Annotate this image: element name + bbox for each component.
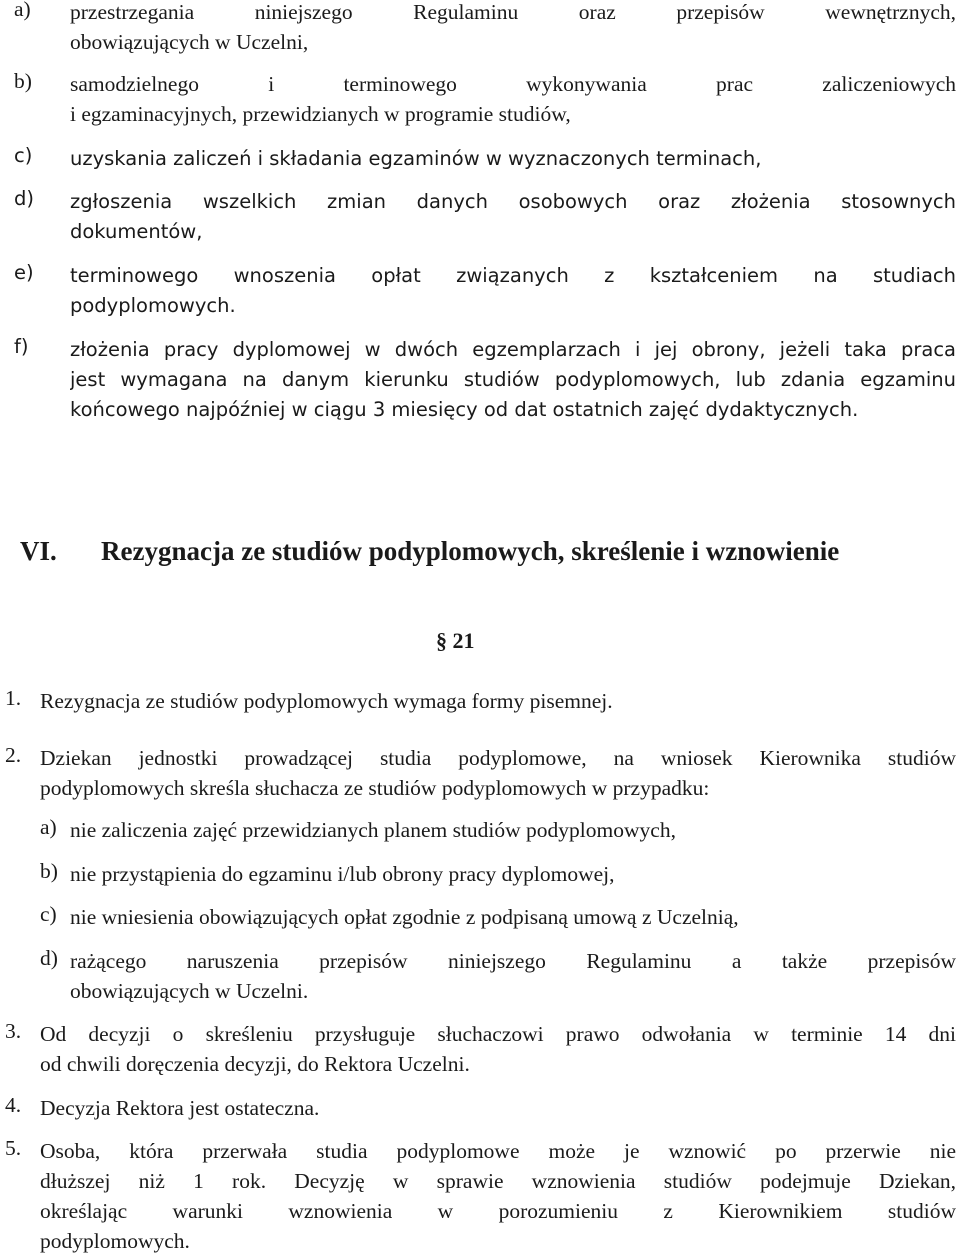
point-1 <box>5 686 956 716</box>
item-line: podyplomowych. <box>70 294 236 317</box>
item-line: rażącego naruszenia przepisów niniejszego Regulaminu a także przepisów <box>70 949 956 973</box>
item-line: określając warunki wznowienia w porozumieniu z Kierownikiem studiów <box>40 1199 956 1223</box>
item-line: dłuższej niż 1 rok. Decyzję w sprawie wznowienia studiów podejmuje Dziekan, <box>40 1169 956 1193</box>
item-line: od chwili doręczenia decyzji, do Rektora Uczelni. <box>40 1052 470 1076</box>
item-line: końcowego najpóźniej w ciągu 3 miesięcy od dat ostatnich zajęć dydaktycznych. <box>70 398 859 421</box>
item-line: uzyskania zaliczeń i składania egzaminów w wyznaczonych terminach, <box>70 147 762 170</box>
obligation-item-f <box>14 335 956 425</box>
item-line: obowiązujących w Uczelni. <box>70 979 309 1003</box>
item-label: a) <box>40 815 57 839</box>
item-label: 4. <box>5 1093 22 1117</box>
item-line: Od decyzji o skreśleniu przysługuje słuchaczowi prawo odwołania w terminie 14 dni <box>40 1022 956 1046</box>
item-label: 2. <box>5 743 22 767</box>
item-line: Decyzja Rektora jest ostateczna. <box>40 1096 320 1120</box>
point-2-sub-c <box>40 902 956 932</box>
point-2-sub-d <box>40 946 956 1006</box>
item-label: b) <box>14 69 32 93</box>
point-2-sub-b <box>40 859 956 889</box>
obligation-item-e <box>14 261 956 321</box>
item-label: 3. <box>5 1019 22 1043</box>
item-line: Osoba, która przerwała studia podyplomowe może je wznowić po przerwie nie <box>40 1139 956 1163</box>
item-label: d) <box>14 187 34 210</box>
item-label: c) <box>40 902 57 926</box>
point-5 <box>5 1136 956 1256</box>
item-line: zgłoszenia wszelkich zmian danych osobowych oraz złożenia stosownych <box>70 190 956 213</box>
item-line: nie zaliczenia zajęć przewidzianych planem studiów podyplomowych, <box>70 818 676 842</box>
point-2-sub-a <box>40 815 956 845</box>
item-label: e) <box>14 261 34 284</box>
point-4 <box>5 1093 956 1123</box>
item-line: Dziekan jednostki prowadzącej studia podyplomowe, na wniosek Kierownika studiów <box>40 746 956 770</box>
item-label: b) <box>40 859 58 883</box>
item-label: 5. <box>5 1136 22 1160</box>
item-line: i egzaminacyjnych, przewidzianych w programie studiów, <box>70 102 571 126</box>
item-line: jest wymagana na danym kierunku studiów podyplomowych, lub zdania egzaminu <box>70 368 956 391</box>
item-line: Rezygnacja ze studiów podyplomowych wymaga formy pisemnej. <box>40 689 613 713</box>
obligation-item-d <box>14 187 956 247</box>
item-label: f) <box>14 335 29 358</box>
paragraph-mark: § 21 <box>436 628 475 653</box>
item-line: obowiązujących w Uczelni, <box>70 30 309 54</box>
obligation-item-b <box>14 69 956 129</box>
item-line: dokumentów, <box>70 220 203 243</box>
item-line: podyplomowych skreśla słuchacza ze studiów podyplomowych w przypadku: <box>40 776 710 800</box>
section-heading <box>20 531 960 571</box>
obligation-item-a <box>14 0 956 57</box>
item-line: podyplomowych. <box>40 1229 190 1253</box>
item-line: nie wniesienia obowiązujących opłat zgodnie z podpisaną umową z Uczelnią, <box>70 905 739 929</box>
item-line: terminowego wnoszenia opłat związanych z kształceniem na studiach <box>70 264 956 287</box>
point-2 <box>5 743 956 803</box>
point-3 <box>5 1019 956 1079</box>
item-line: przestrzegania niniejszego Regulaminu oraz przepisów wewnętrznych, <box>70 0 956 24</box>
section-number: VI. <box>20 536 57 566</box>
section-title: Rezygnacja ze studiów podyplomowych, skreślenie i wznowienie <box>101 536 840 566</box>
item-label: c) <box>14 144 33 167</box>
item-label: 1. <box>5 686 22 710</box>
obligation-item-c <box>14 144 956 174</box>
item-label: d) <box>40 946 58 970</box>
item-label: a) <box>14 0 31 21</box>
item-line: złożenia pracy dyplomowej w dwóch egzemplarzach i jej obrony, jeżeli taka praca <box>70 338 956 361</box>
item-line: nie przystąpienia do egzaminu i/lub obrony pracy dyplomowej, <box>70 862 615 886</box>
item-line: samodzielnego i terminowego wykonywania prac zaliczeniowych <box>70 72 956 96</box>
